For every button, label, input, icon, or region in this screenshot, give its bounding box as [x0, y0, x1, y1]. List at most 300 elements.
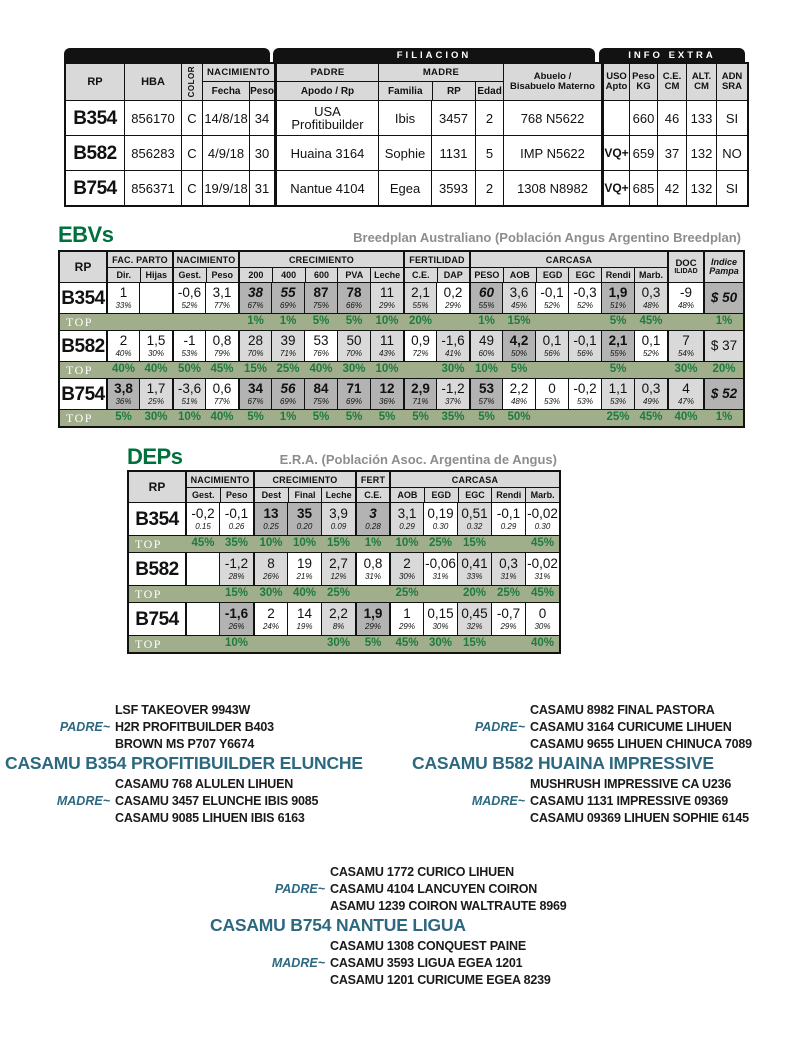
ebv-accuracy: 70%: [345, 348, 362, 358]
filiacion-cell: 685: [629, 171, 657, 205]
ebv-top-pct: 45%: [639, 411, 663, 424]
group-label-nacimiento: NACIMIENTO: [203, 64, 274, 82]
dep-title-row: [127, 442, 557, 468]
dep-accuracy: 24%: [262, 621, 279, 631]
ebv-top-label: TOP: [66, 411, 93, 425]
dep-cell: [219, 553, 253, 585]
dep-accuracy: 26%: [228, 621, 245, 631]
ebv-col-rp: RP: [74, 260, 92, 274]
ebv-accuracy: 77%: [213, 396, 230, 406]
ebv-top-pct: [436, 314, 469, 330]
ebv-cell: [106, 283, 139, 313]
ebv-col-dap: DAP: [437, 268, 470, 282]
ebv-cell: [703, 331, 743, 361]
dep-accuracy: 0.28: [365, 521, 381, 531]
ebv-value: 1,5: [146, 333, 166, 349]
ebv-value: -0,1: [540, 285, 564, 301]
col-group-padre: [274, 64, 378, 100]
pkg-line2: KG: [636, 81, 651, 92]
dep-top-row-B582: [129, 585, 559, 602]
ebv-accuracy: 40%: [115, 348, 132, 358]
ebv-row-B754: [60, 378, 743, 409]
ebv-col-docilidad: [667, 252, 703, 282]
dep-accuracy: 12%: [330, 571, 347, 581]
dep-rp-B754: B754: [129, 603, 185, 635]
sire-name: H2R PROFITBUILDER B403: [115, 719, 274, 734]
sire-name: CASAMU 4104 LANCUYEN COIRON: [330, 881, 538, 896]
dep-value: 3,1: [397, 506, 417, 522]
filiacion-cell: 856371: [124, 171, 181, 205]
dep-accuracy: 0.09: [330, 521, 347, 531]
ebv-value: 34: [247, 381, 264, 397]
ebv-col-dir: Dir.: [116, 270, 131, 280]
doc-line1: DOC: [675, 257, 697, 269]
dep-accuracy: 0.20: [296, 521, 313, 531]
ebv-col-peso-carcasa: PESO: [474, 270, 500, 280]
ebv-value: -1: [183, 333, 196, 349]
dep-accuracy: 30%: [432, 621, 449, 631]
ebv-value: $ 52: [710, 386, 738, 402]
filiacion-cell: 14/8/18: [202, 101, 249, 135]
ebv-cell: [106, 379, 139, 409]
filiacion-row-B754: [66, 170, 747, 205]
col-header-fecha: Fecha: [211, 85, 241, 97]
ebv-group-nacimiento: [172, 252, 238, 282]
filiacion-cell: SI: [716, 171, 747, 205]
ebv-cell: [502, 331, 535, 361]
dep-top-pct: [185, 636, 219, 652]
dep-accuracy: 0.29: [500, 521, 517, 531]
ebv-top-pct: 1%: [247, 315, 264, 328]
dep-value: -0,02: [527, 506, 558, 522]
dep-top-pct: 25%: [395, 587, 419, 600]
dep-cell: [389, 603, 423, 635]
ebv-top-pct: 15%: [243, 363, 268, 376]
filiacion-cell: 768 N5622: [503, 101, 601, 135]
ebv-cell: [238, 379, 271, 409]
info-extra-bar-title: INFO EXTRA: [599, 48, 745, 62]
dep-cell: [287, 603, 321, 635]
ebv-value: 78: [346, 285, 362, 301]
abuelo-line1: Abuelo /: [533, 70, 572, 82]
ebv-value: 1,9: [608, 285, 628, 301]
dep-table: [127, 470, 561, 654]
ebv-value: 7: [682, 333, 690, 349]
ebv-accuracy: 29%: [444, 300, 461, 310]
dep-top-row-B754: [129, 635, 559, 652]
filiacion-cell: VQ+: [601, 171, 629, 205]
ebv-cell: [568, 283, 601, 313]
filiacion-cell: 3457: [431, 101, 475, 135]
dep-subtitle: E.R.A. (Población Asoc. Argentina de Angus): [279, 452, 557, 468]
ebv-top-pct: 5%: [378, 411, 396, 424]
ebv-accuracy: 70%: [247, 348, 264, 358]
dep-cell: [423, 503, 457, 535]
dep-top-pct: 20%: [462, 587, 487, 600]
dep-top-pct: 15%: [462, 537, 487, 550]
ebv-cell: [172, 283, 205, 313]
indice-line2: Pampa: [709, 266, 739, 276]
ebv-value: 4: [682, 381, 690, 397]
dep-accuracy: 0.32: [466, 521, 483, 531]
filiacion-cell: 5: [475, 136, 503, 170]
ebv-cell: [271, 331, 304, 361]
ebv-group-crecimiento: [238, 252, 403, 282]
group-label-padre: PADRE: [277, 64, 378, 82]
ebv-col-indice-pampa: [703, 252, 743, 282]
ebv-accuracy: 47%: [677, 396, 694, 406]
filiacion-cell: IMP N5622: [503, 136, 601, 170]
ebv-top-pct: 30%: [144, 411, 168, 424]
ebv-top-pct: [106, 314, 139, 330]
dep-cell: [287, 553, 321, 585]
sire-granddam: ASAMU 1239 COIRON WALTRAUTE 8969: [330, 898, 567, 913]
ebv-cell: [469, 379, 502, 409]
filiacion-cell: [601, 101, 629, 135]
ebv-cell: [403, 331, 436, 361]
ebv-col-400: 400: [272, 268, 305, 282]
alt-line1: ALT.: [691, 70, 712, 82]
ebv-value: 0: [548, 381, 556, 397]
dep-row-B754: [129, 602, 559, 635]
ebv-top-pct: [139, 314, 172, 330]
ebv-value: 0,2: [443, 285, 463, 301]
ebv-cell: [535, 379, 568, 409]
ebv-value: 2,1: [608, 333, 628, 349]
pedigree-b354: [5, 701, 363, 826]
ebv-accuracy: 33%: [115, 300, 132, 310]
col-header-color: [181, 64, 202, 100]
col-header-apodo: Apodo / Rp: [300, 85, 355, 97]
ebv-top-pct: 40%: [111, 363, 136, 376]
dep-top-pct: 10%: [224, 637, 249, 650]
ebv-cell: [139, 331, 172, 361]
ebv-top-pct: [535, 410, 568, 426]
madre-label: MADRE~: [271, 955, 325, 970]
dep-value: -1,6: [224, 606, 249, 622]
dep-title: DEPs: [127, 444, 183, 469]
ebv-top-pct: 1%: [715, 315, 733, 328]
col-header-ce-cm: [657, 64, 686, 100]
dep-cell: [253, 603, 287, 635]
ebv-accuracy: 41%: [444, 348, 461, 358]
ebv-cell: [436, 379, 469, 409]
dep-cell: [491, 553, 525, 585]
dep-cell: [491, 503, 525, 535]
dep-accuracy: 31%: [432, 571, 449, 581]
filiacion-cell: B582: [73, 142, 117, 164]
ce-line1: C.E.: [662, 70, 682, 82]
dep-top-pct: [355, 586, 389, 602]
ebv-value: 84: [313, 381, 329, 397]
col-header-rp: RP: [87, 75, 103, 88]
dep-accuracy: 32%: [466, 621, 483, 631]
doc-line2: ILIDAD: [674, 268, 698, 276]
ebv-value: 2,9: [411, 381, 430, 397]
dep-group-label-fer: FERT: [357, 472, 389, 488]
ebv-cell: [535, 331, 568, 361]
dep-value: 0,15: [427, 606, 454, 622]
dep-cell: [185, 503, 219, 535]
col-header-color-label: COLOR: [186, 66, 196, 98]
dep-accuracy: 8%: [332, 621, 345, 631]
dep-accuracy: 28%: [228, 571, 245, 581]
ebv-top-pct: [535, 314, 568, 330]
dep-cell: [185, 553, 219, 585]
dep-top-pct: 10%: [292, 537, 317, 550]
col-header-uso-apto: [601, 64, 629, 100]
dep-top-pct: [491, 536, 525, 552]
ebv-value: -0,6: [177, 285, 202, 301]
ebv-cell: [139, 379, 172, 409]
ebv-cell: [535, 283, 568, 313]
dep-value: 0,19: [427, 506, 454, 522]
dep-value: 2: [403, 556, 411, 572]
ebv-value: 87: [313, 285, 329, 301]
dep-accuracy: 0.15: [195, 521, 211, 531]
ebv-top-pct: 5%: [478, 411, 495, 424]
ebv-value: 3,1: [212, 285, 232, 301]
sire-grandsire: LSF TAKEOVER 9943W: [115, 702, 251, 717]
pedigree-title-b354: CASAMU B354 PROFITIBUILDER ELUNCHE: [5, 753, 363, 773]
ebv-rp-B754: B754: [60, 379, 106, 409]
ebv-accuracy: 37%: [444, 396, 461, 406]
dep-value: 14: [296, 606, 313, 622]
dep-value: 0,3: [499, 556, 518, 572]
dep-col-egc: EGC: [458, 488, 492, 502]
ebv-cell: [568, 379, 601, 409]
ebv-top-pct: 10%: [474, 363, 499, 376]
ebv-cell: [436, 331, 469, 361]
dep-group-label-cre: CRECIMIENTO: [255, 472, 355, 488]
ebv-top-pct: 1%: [279, 315, 297, 328]
ebv-value: 4,2: [509, 333, 529, 349]
dep-value: -0,1: [224, 506, 249, 522]
ebv-header: [60, 252, 743, 282]
col-header-peso-nac: Peso: [249, 82, 274, 100]
ebv-group-label-fac: FAC. PARTO: [108, 252, 172, 268]
ebv-accuracy: 53%: [576, 396, 593, 406]
ebv-cell: [667, 379, 703, 409]
ebv-accuracy: 56%: [543, 348, 560, 358]
dep-row-B582: [129, 552, 559, 585]
ebv-accuracy: 45%: [510, 300, 527, 310]
ebv-value: 11: [379, 333, 394, 349]
ebv-top-pct: 25%: [606, 411, 630, 424]
dep-accuracy: 31%: [534, 571, 551, 581]
dep-rows: [129, 502, 559, 652]
ebv-top-row-B582: [60, 361, 743, 378]
filiacion-cell: 133: [686, 101, 716, 135]
dep-cell: [321, 603, 355, 635]
ebv-top-pct: 5%: [345, 315, 363, 328]
ebv-top-pct: 5%: [510, 363, 528, 376]
col-header-familia: Familia: [388, 85, 423, 97]
dep-value: 19: [296, 556, 313, 572]
dep-value: 0,8: [363, 556, 383, 572]
ebv-value: -0,1: [573, 333, 597, 349]
filiacion-cell: NO: [716, 136, 747, 170]
ebv-col-hijas: Hijas: [140, 268, 173, 282]
ebv-top-pct: [205, 314, 238, 330]
filiacion-cell: 659: [629, 136, 657, 170]
ebv-cell: [337, 283, 370, 313]
ebv-accuracy: 53%: [543, 396, 560, 406]
ebv-title-row: [58, 220, 741, 246]
ebv-cell: [238, 331, 271, 361]
dep-group-crecimiento: [253, 472, 355, 502]
ebv-group-fac-parto: [106, 252, 172, 282]
dep-cell: [525, 553, 559, 585]
madre-label: MADRE~: [56, 793, 110, 808]
dep-value: 0: [538, 606, 547, 622]
dep-top-pct: 30%: [259, 587, 283, 600]
ebv-accuracy: 52%: [642, 348, 659, 358]
ebv-accuracy: 51%: [609, 300, 626, 310]
ebv-value: -0,3: [573, 285, 597, 301]
ebv-value: 0,3: [641, 285, 661, 301]
ebv-value: 0,8: [212, 333, 232, 349]
indice-line1: Indice: [710, 257, 737, 267]
dep-accuracy: 30%: [534, 621, 551, 631]
dep-top-pct: 30%: [428, 637, 453, 650]
dam-granddam: CASAMU 09369 LIHUEN SOPHIE 6145: [530, 810, 749, 825]
dep-top-pct: 40%: [292, 587, 317, 600]
ebv-value: 2,1: [411, 285, 430, 301]
dam-granddam: CASAMU 1201 CURICUME EGEA 8239: [330, 972, 551, 987]
ce-line2: CM: [664, 81, 680, 92]
dep-accuracy: 33%: [466, 571, 483, 581]
uso-line1: USO: [606, 70, 627, 82]
col-header-rp-madre: RP: [432, 82, 476, 100]
dep-value: 2,7: [329, 556, 348, 572]
ebv-accuracy: 69%: [279, 396, 296, 406]
pedigree-title-b582: CASAMU B582 HUAINA IMPRESSIVE: [412, 753, 714, 773]
ebv-cell: [667, 331, 703, 361]
ebv-top-pct: 30%: [441, 363, 465, 376]
dep-top-pct: 45%: [530, 537, 555, 550]
ebv-value: -3,6: [177, 381, 202, 397]
dep-col-marb: Marb.: [525, 488, 559, 502]
dep-cell: [525, 503, 559, 535]
dep-value: 1,9: [363, 606, 383, 622]
dep-value: -0,06: [425, 556, 456, 572]
col-header-edad: Edad: [475, 82, 503, 100]
ebv-cell: [205, 379, 238, 409]
dep-accuracy: 0.30: [432, 521, 449, 531]
alt-line2: CM: [694, 81, 709, 92]
filiacion-cell: B354: [73, 107, 117, 129]
ebv-top-pct: [568, 314, 601, 330]
dam-name: CASAMU 1131 IMPRESSIVE 09369: [530, 793, 728, 808]
filiacion-cell: 31: [249, 171, 274, 205]
ebv-value: 0,6: [212, 381, 232, 397]
ebv-cell: [568, 331, 601, 361]
dep-top-pct: 1%: [364, 537, 382, 550]
madre-label: MADRE~: [471, 793, 525, 808]
ebv-col-pva: PVA: [337, 268, 370, 282]
sire-grandsire: CASAMU 8982 FINAL PASTORA: [530, 702, 715, 717]
dep-accuracy: 30%: [398, 571, 415, 581]
filiacion-cell: B754: [73, 177, 117, 199]
ebv-top-pct: 10%: [375, 315, 399, 328]
ebv-accuracy: 56%: [576, 348, 593, 358]
dam-name: CASAMU 3593 LIGUA EGEA 1201: [330, 955, 523, 970]
ebv-top-pct: 20%: [408, 315, 433, 328]
ebv-cell: [370, 331, 403, 361]
ebv-cell: [106, 331, 139, 361]
dep-top-pct: 25%: [428, 537, 453, 550]
filiacion-rows: [66, 100, 747, 205]
ebv-group-label-car: CARCASA: [471, 252, 667, 268]
ebv-value: 38: [247, 285, 264, 301]
filiacion-cell: Sophie: [378, 136, 431, 170]
dep-rp-B354: B354: [129, 503, 185, 535]
dep-accuracy: 0.30: [534, 521, 551, 531]
dep-top-pct: [287, 636, 321, 652]
ebv-accuracy: 55%: [412, 300, 429, 310]
ebv-cell: [436, 283, 469, 313]
dep-accuracy: 21%: [296, 571, 313, 581]
ebv-top-pct: 1%: [279, 411, 297, 424]
dep-cell: [389, 553, 423, 585]
ebv-group-label-nac: NACIMIENTO: [174, 252, 238, 268]
dep-col-peso: Peso: [220, 488, 254, 502]
sire-grandsire: CASAMU 1772 CURICO LIHUEN: [330, 864, 514, 879]
dep-accuracy: 0.29: [399, 521, 415, 531]
ebv-accuracy: 77%: [213, 300, 230, 310]
ebv-top-pct: 5%: [312, 411, 330, 424]
ebv-rp-B354: B354: [60, 283, 106, 313]
ebv-rp-B582: B582: [60, 331, 106, 361]
col-header-hba: HBA: [124, 64, 181, 100]
filiacion-table: [64, 62, 749, 207]
ebv-top-pct: [634, 362, 667, 378]
ebv-value: 0,1: [641, 333, 661, 349]
filiacion-cell: C: [181, 101, 202, 135]
dep-cell: [457, 503, 491, 535]
ebv-accuracy: 51%: [181, 396, 198, 406]
dep-cell: [355, 553, 389, 585]
col-header-alt-cm: [686, 64, 716, 100]
dep-cell: [253, 503, 287, 535]
ebv-top-pct: [568, 410, 601, 426]
dep-cell: [219, 503, 253, 535]
ebv-accuracy: 49%: [642, 396, 659, 406]
col-header-abuelo: [503, 64, 601, 100]
ebv-value: 49: [478, 333, 495, 349]
dep-value: 13: [263, 506, 279, 522]
dep-top-row-B354: [129, 535, 559, 552]
ebv-value: -1,6: [441, 333, 465, 349]
dep-cell: [321, 553, 355, 585]
ebv-value: 1,1: [608, 381, 628, 397]
ebv-accuracy: 53%: [181, 348, 198, 358]
dep-top-pct: 10%: [395, 537, 419, 550]
ebv-value: $ 50: [710, 290, 738, 306]
dep-accuracy: 29%: [364, 621, 381, 631]
ebv-accuracy: 54%: [677, 348, 694, 358]
dep-top-label: TOP: [135, 537, 162, 551]
dep-group-nacimiento: [185, 472, 253, 502]
ebv-accuracy: 79%: [213, 348, 230, 358]
dep-value: 0,41: [461, 556, 488, 572]
ebv-top-pct: 50%: [177, 363, 202, 376]
dep-value: 2,2: [329, 606, 348, 622]
ebv-accuracy: 50%: [510, 348, 527, 358]
ebv-accuracy: 75%: [312, 300, 329, 310]
ebv-top-pct: 5%: [345, 411, 363, 424]
